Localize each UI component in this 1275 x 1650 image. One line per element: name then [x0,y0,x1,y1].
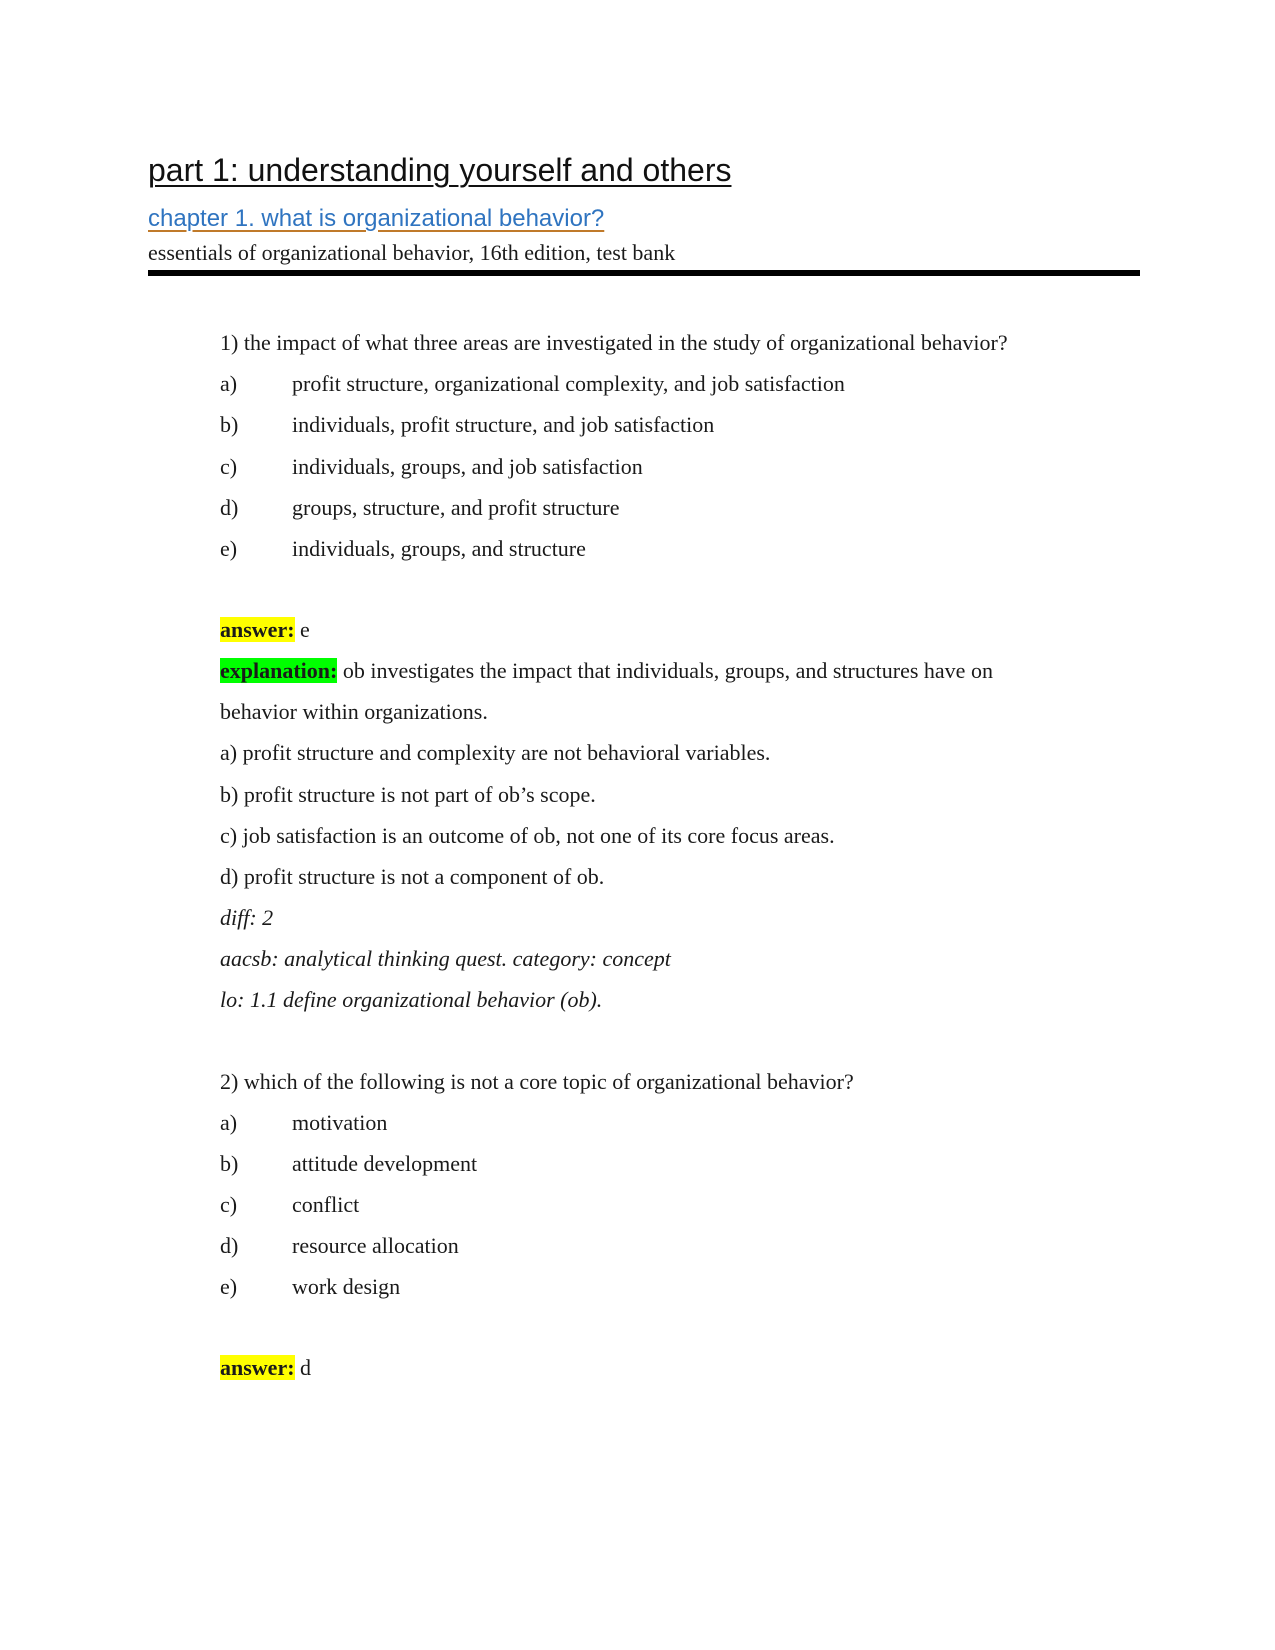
aacsb-line: aacsb: analytical thinking quest. category: concept [220,946,671,971]
question-1-option-c-letter: c) [220,454,238,479]
question-1-explanation-line [220,657,993,685]
question-1-answer-line [220,616,310,644]
learning-objective-line: lo: 1.1 define organizational behavior (ob). [220,987,603,1012]
question-2-stem: 2) which of the following is not a core topic of organizational behavior? [220,1069,854,1094]
question-2-option-a-text: motivation [292,1110,388,1135]
question-2-option-a-letter: a) [220,1110,238,1135]
question-2-option-b-letter: b) [220,1151,239,1176]
answer-value: d [300,1355,312,1380]
chapter-title: chapter 1. what is organizational behavior? [148,205,605,232]
rationale-a: a) profit structure and complexity are not behavioral variables. [220,740,771,765]
explanation-label: explanation: [220,658,338,683]
question-2-option-e-letter: e) [220,1274,238,1299]
document-subtitle: essentials of organizational behavior, 16th edition, test bank [148,240,676,265]
question-1-stem: 1) the impact of what three areas are investigated in the study of organizational behavior? [220,330,1008,355]
question-1-option-a-text: profit structure, organizational complexity, and job satisfaction [292,371,845,396]
question-1-option-a-letter: a) [220,371,238,396]
part-title: part 1: understanding yourself and others [148,152,732,188]
question-1-option-b-text: individuals, profit structure, and job satisfaction [292,412,715,437]
question-2-option-c-text: conflict [292,1192,360,1217]
difficulty-line: diff: 2 [220,905,274,930]
answer-label: answer: [220,1355,295,1380]
answer-value: e [300,617,310,642]
question-2-option-c-letter: c) [220,1192,238,1217]
question-2-answer-line [220,1354,311,1382]
question-2-option-e-text: work design [292,1274,401,1299]
rationale-d: d) profit structure is not a component of ob. [220,864,605,889]
question-1-option-b-letter: b) [220,412,239,437]
question-1-option-d-text: groups, structure, and profit structure [292,495,620,520]
answer-label: answer: [220,617,295,642]
explanation-continuation: behavior within organizations. [220,699,488,724]
question-1-option-e-letter: e) [220,536,238,561]
question-2-option-d-letter: d) [220,1233,239,1258]
question-1-option-c-text: individuals, groups, and job satisfaction [292,454,643,479]
question-1-option-e-text: individuals, groups, and structure [292,536,586,561]
explanation-text: ob investigates the impact that individuals, groups, and structures have on [342,658,993,683]
question-2-option-d-text: resource allocation [292,1233,459,1258]
header-rule [148,270,1140,276]
question-2-option-b-text: attitude development [292,1151,478,1176]
rationale-b: b) profit structure is not part of ob’s scope. [220,782,596,807]
rationale-c: c) job satisfaction is an outcome of ob, not one of its core focus areas. [220,823,835,848]
question-1-option-d-letter: d) [220,495,239,520]
